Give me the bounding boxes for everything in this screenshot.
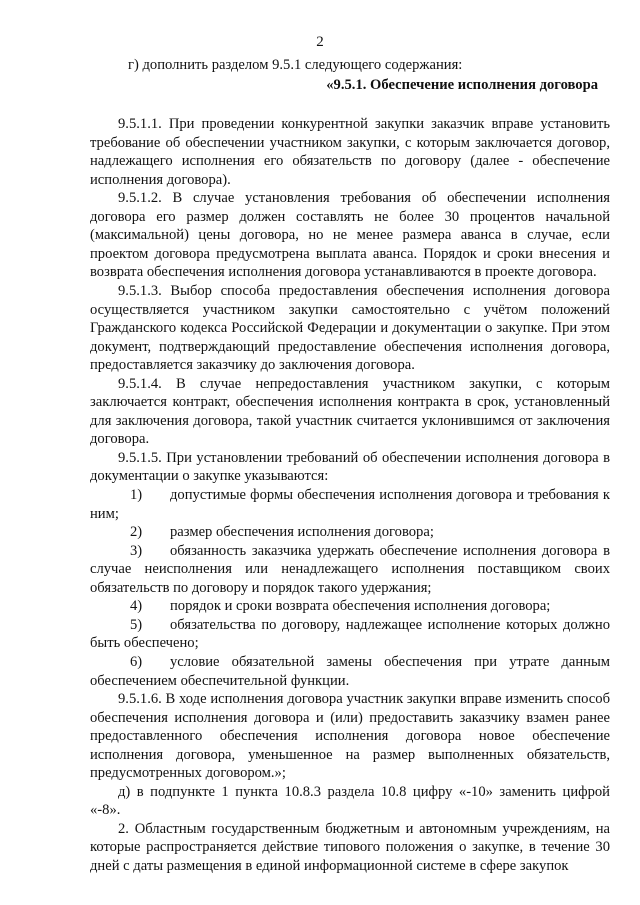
list-item-number: 6) — [130, 653, 143, 670]
list-item — [90, 653, 610, 690]
list-item — [90, 597, 610, 616]
list-item-number: 4) — [130, 598, 143, 615]
list-item-text: условие обязательной замены обеспечения при утрате данным обеспечением обеспечительной функции. — [90, 653, 610, 689]
list-item-number: 2) — [130, 524, 143, 541]
list-item-number: 1) — [130, 487, 143, 504]
paragraph-2: 2. Областным государственным бюджетным и автономным учреждениям, на которые распространяется действие типового положения о закупке, в течение 30 дней с даты размещения в единой информационной системе в сфере закупок — [90, 820, 610, 874]
list-item — [90, 486, 610, 523]
list-item-text: порядок и сроки возврата обеспечения исполнения договора; — [170, 598, 551, 615]
paragraph-subitem-d: д) в подпункте 1 пункта 10.8.3 раздела 10.8 цифру «-10» заменить цифрой «-8». — [90, 783, 610, 819]
list-item-number: 3) — [130, 542, 143, 559]
section-heading: «9.5.1. Обеспечение исполнения договора — [326, 76, 598, 93]
list-item-number: 5) — [130, 616, 143, 633]
paragraph-9-5-1-3: 9.5.1.3. Выбор способа предоставления обеспечения исполнения договора осуществляется участником закупки самостоятельно с учётом положений Гражданского кодекса Российской Федерации и документации о закупке. При этом документ, подтверждающий предоставление обеспечения исполнения договора, предоставляется заказчику до заключения договора. — [90, 283, 610, 374]
paragraph-9-5-1-1: 9.5.1.1. При проведении конкурентной закупки заказчик вправе установить требование об обеспечении участником закупки, с которым заключается договор, надлежащего исполнения его обязательств по договору (далее - обеспечение исполнения договора). — [90, 116, 610, 188]
list-item — [90, 616, 610, 653]
document-body — [90, 56, 610, 876]
paragraph-9-5-1-2: 9.5.1.2. В случае установления требования об обеспечении исполнения договора его размер должен составлять не более 30 процентов начальной (максимальной) цены договора, но не менее размера аванса в случае, если проектом договора предусмотрена выплата аванса. Порядок и сроки внесения и возврата обеспечения исполнения договора устанавливаются в проекте договора. — [90, 190, 610, 281]
intro-line: г) дополнить разделом 9.5.1 следующего содержания: — [128, 57, 463, 73]
list-item-text: обязанность заказчика удержать обеспечение исполнения договора в случае неисполнения или ненадлежащего исполнения поставщиком своих обязательств по договору и порядок такого удержания; — [90, 542, 610, 596]
list-item — [90, 523, 610, 542]
list-item-text: обязательства по договору, надлежащее исполнение которых должно быть обеспечено; — [90, 616, 610, 652]
page-number: 2 — [316, 34, 324, 50]
paragraph-9-5-1-5: 9.5.1.5. При установлении требований об обеспечении исполнения договора в документации о закупке указываются: — [90, 449, 610, 485]
list-item — [90, 542, 610, 598]
list-item-text: допустимые формы обеспечения исполнения договора и требования к ним; — [90, 487, 610, 522]
paragraph-9-5-1-4: 9.5.1.4. В случае непредоставления участником закупки, с которым заключается контракт, обеспечения исполнения контракта в срок, установленный для заключения договора, такой участник считается уклонившимся от заключения договора. — [90, 375, 610, 448]
paragraph-9-5-1-6: 9.5.1.6. В ходе исполнения договора участник закупки вправе изменить способ обеспечения исполнения договора и (или) предоставить заказчику взамен ранее предоставленного обеспечения исполнения договора новое обеспечение исполнения договора, уменьшенное на размер выполненных обязательств, предусмотренных договором.»; — [90, 691, 610, 782]
list-item-text: размер обеспечения исполнения договора; — [170, 524, 434, 541]
